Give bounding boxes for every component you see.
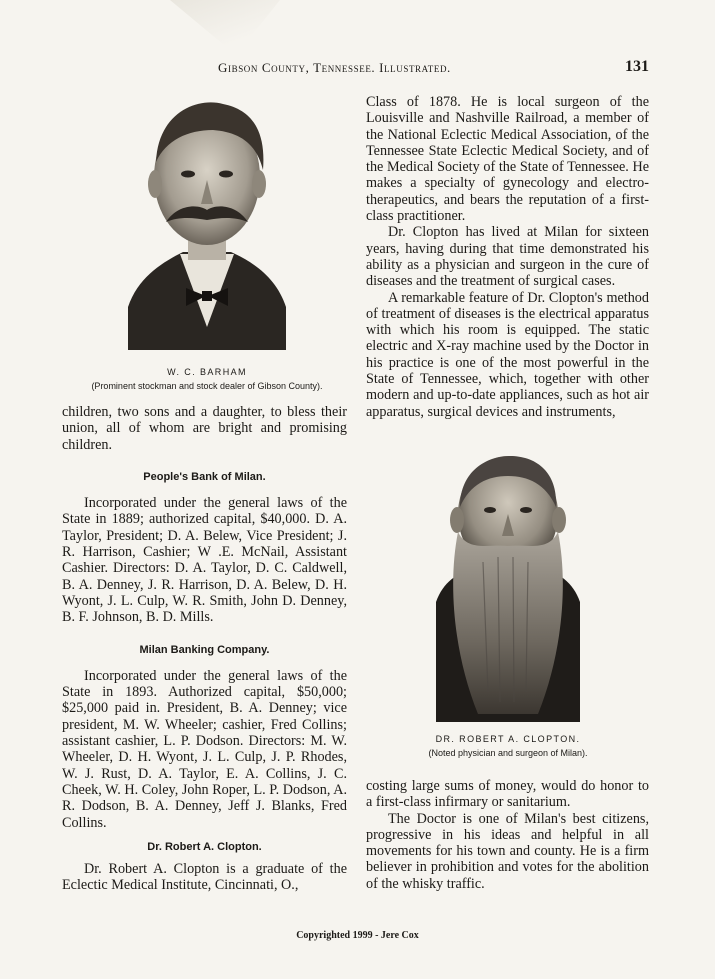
copyright-footer: Copyrighted 1999 - Jere Cox	[296, 930, 419, 941]
portrait-barham-photo	[128, 92, 286, 350]
portrait-barham-description: (Prominent stockman and stock dealer of Gibson County).	[91, 381, 323, 391]
page-fold-shadow	[170, 0, 280, 55]
right-paragraph-4: costing large sums of money, would do honor to a first-class infirmary or sanitarium.	[366, 778, 649, 811]
portrait-clopton-name: DR. ROBERT A. CLOPTON.	[435, 734, 581, 744]
clopton-section-body: Dr. Robert A. Clopton is a graduate of the Eclectic Medical Institute, Cincinnati, O.,	[62, 861, 347, 894]
milan-banking-title: Milan Banking Company.	[139, 643, 270, 656]
peoples-bank-title: People's Bank of Milan.	[143, 470, 266, 483]
right-paragraph-5: The Doctor is one of Milan's best citizens, progressive in his ideas and helpful in all movements for his town and county. He is a firm believer in prohibition and votes for the abolition of the whisky traffic.	[366, 810, 649, 892]
right-column-bottom-text	[366, 778, 649, 892]
right-paragraph-3: A remarkable feature of Dr. Clopton's method of treatment of diseases is the electrical apparatus with which his room is equipped. The static electric and X-ray machine used by the Doctor in his practice is one of the most powerful in the State of Tennessee, which, together with other modern and up-to-date appliances, such as hot air apparatus, surgical devices and instruments,	[366, 289, 649, 420]
right-paragraph-2: Dr. Clopton has lived at Milan for sixteen years, having during that time demonstrated his ability as a physician and surgeon in the cure of diseases and the treatment of surgical cases.	[366, 224, 649, 290]
portrait-clopton-photo	[428, 452, 588, 722]
peoples-bank-body: Incorporated under the general laws of the State in 1889; authorized capital, $40,000. D. A. Taylor, President; D. A. Belew, Vice President; J. R. Harrison, Cashier; W .E. McNail, Assistant Cashier. Directors: D. A. Taylor, D. C. Caldwell, B. A. Denney, J. R. Harrison, D. A. Belew, D. H. Wyont, J. L. Culp, W. R. Smith, John D. Denney, B. F. Johnson, B. D. Mills.	[62, 495, 347, 626]
page-number: 131	[625, 58, 649, 75]
clopton-section-title: Dr. Robert A. Clopton.	[147, 840, 262, 853]
right-column-top-text	[366, 94, 649, 420]
right-paragraph-1: Class of 1878. He is local surgeon of the Louisville and Nashville Railroad, a member of the National Eclectic Medical Association, of the Tennessee State Eclectic Medical Society, and of the Medical Society of the State of Tennessee. He makes a specialty of gynecology and electro-therapeutics, and bears the reputation of a first-class practitioner.	[366, 94, 649, 225]
portrait-clopton-description: (Noted physician and surgeon of Milan).	[428, 748, 588, 758]
running-head: Gibson County, Tennessee. Illustrated.	[218, 60, 451, 75]
left-column-text	[62, 404, 347, 894]
page-header	[0, 58, 715, 80]
milan-banking-body: Incorporated under the general laws of the State in 1893. Authorized capital, $50,000; $25,000 paid in. President, B. A. Denney; vice president, M. W. Wheeler; cashier, Fred Collins; assistant cashier, L. P. Dodson. Directors: M. W. Wheeler, D. H. Wyont, J. L. Culp, J. P. Rhodes, W. J. Rust, D. A. Taylor, E. A. Collins, J. C. Cheek, W. H. Coley, John Roper, L. P. Dodson, A. R. Dodson, B. A. Denney, Jeff J. Blanks, Fred Collins.	[62, 667, 347, 831]
portrait-barham-name: W. C. BARHAM	[167, 367, 247, 377]
intro-paragraph: children, two sons and a daughter, to bless their union, all of whom are bright and promising children.	[62, 404, 347, 453]
